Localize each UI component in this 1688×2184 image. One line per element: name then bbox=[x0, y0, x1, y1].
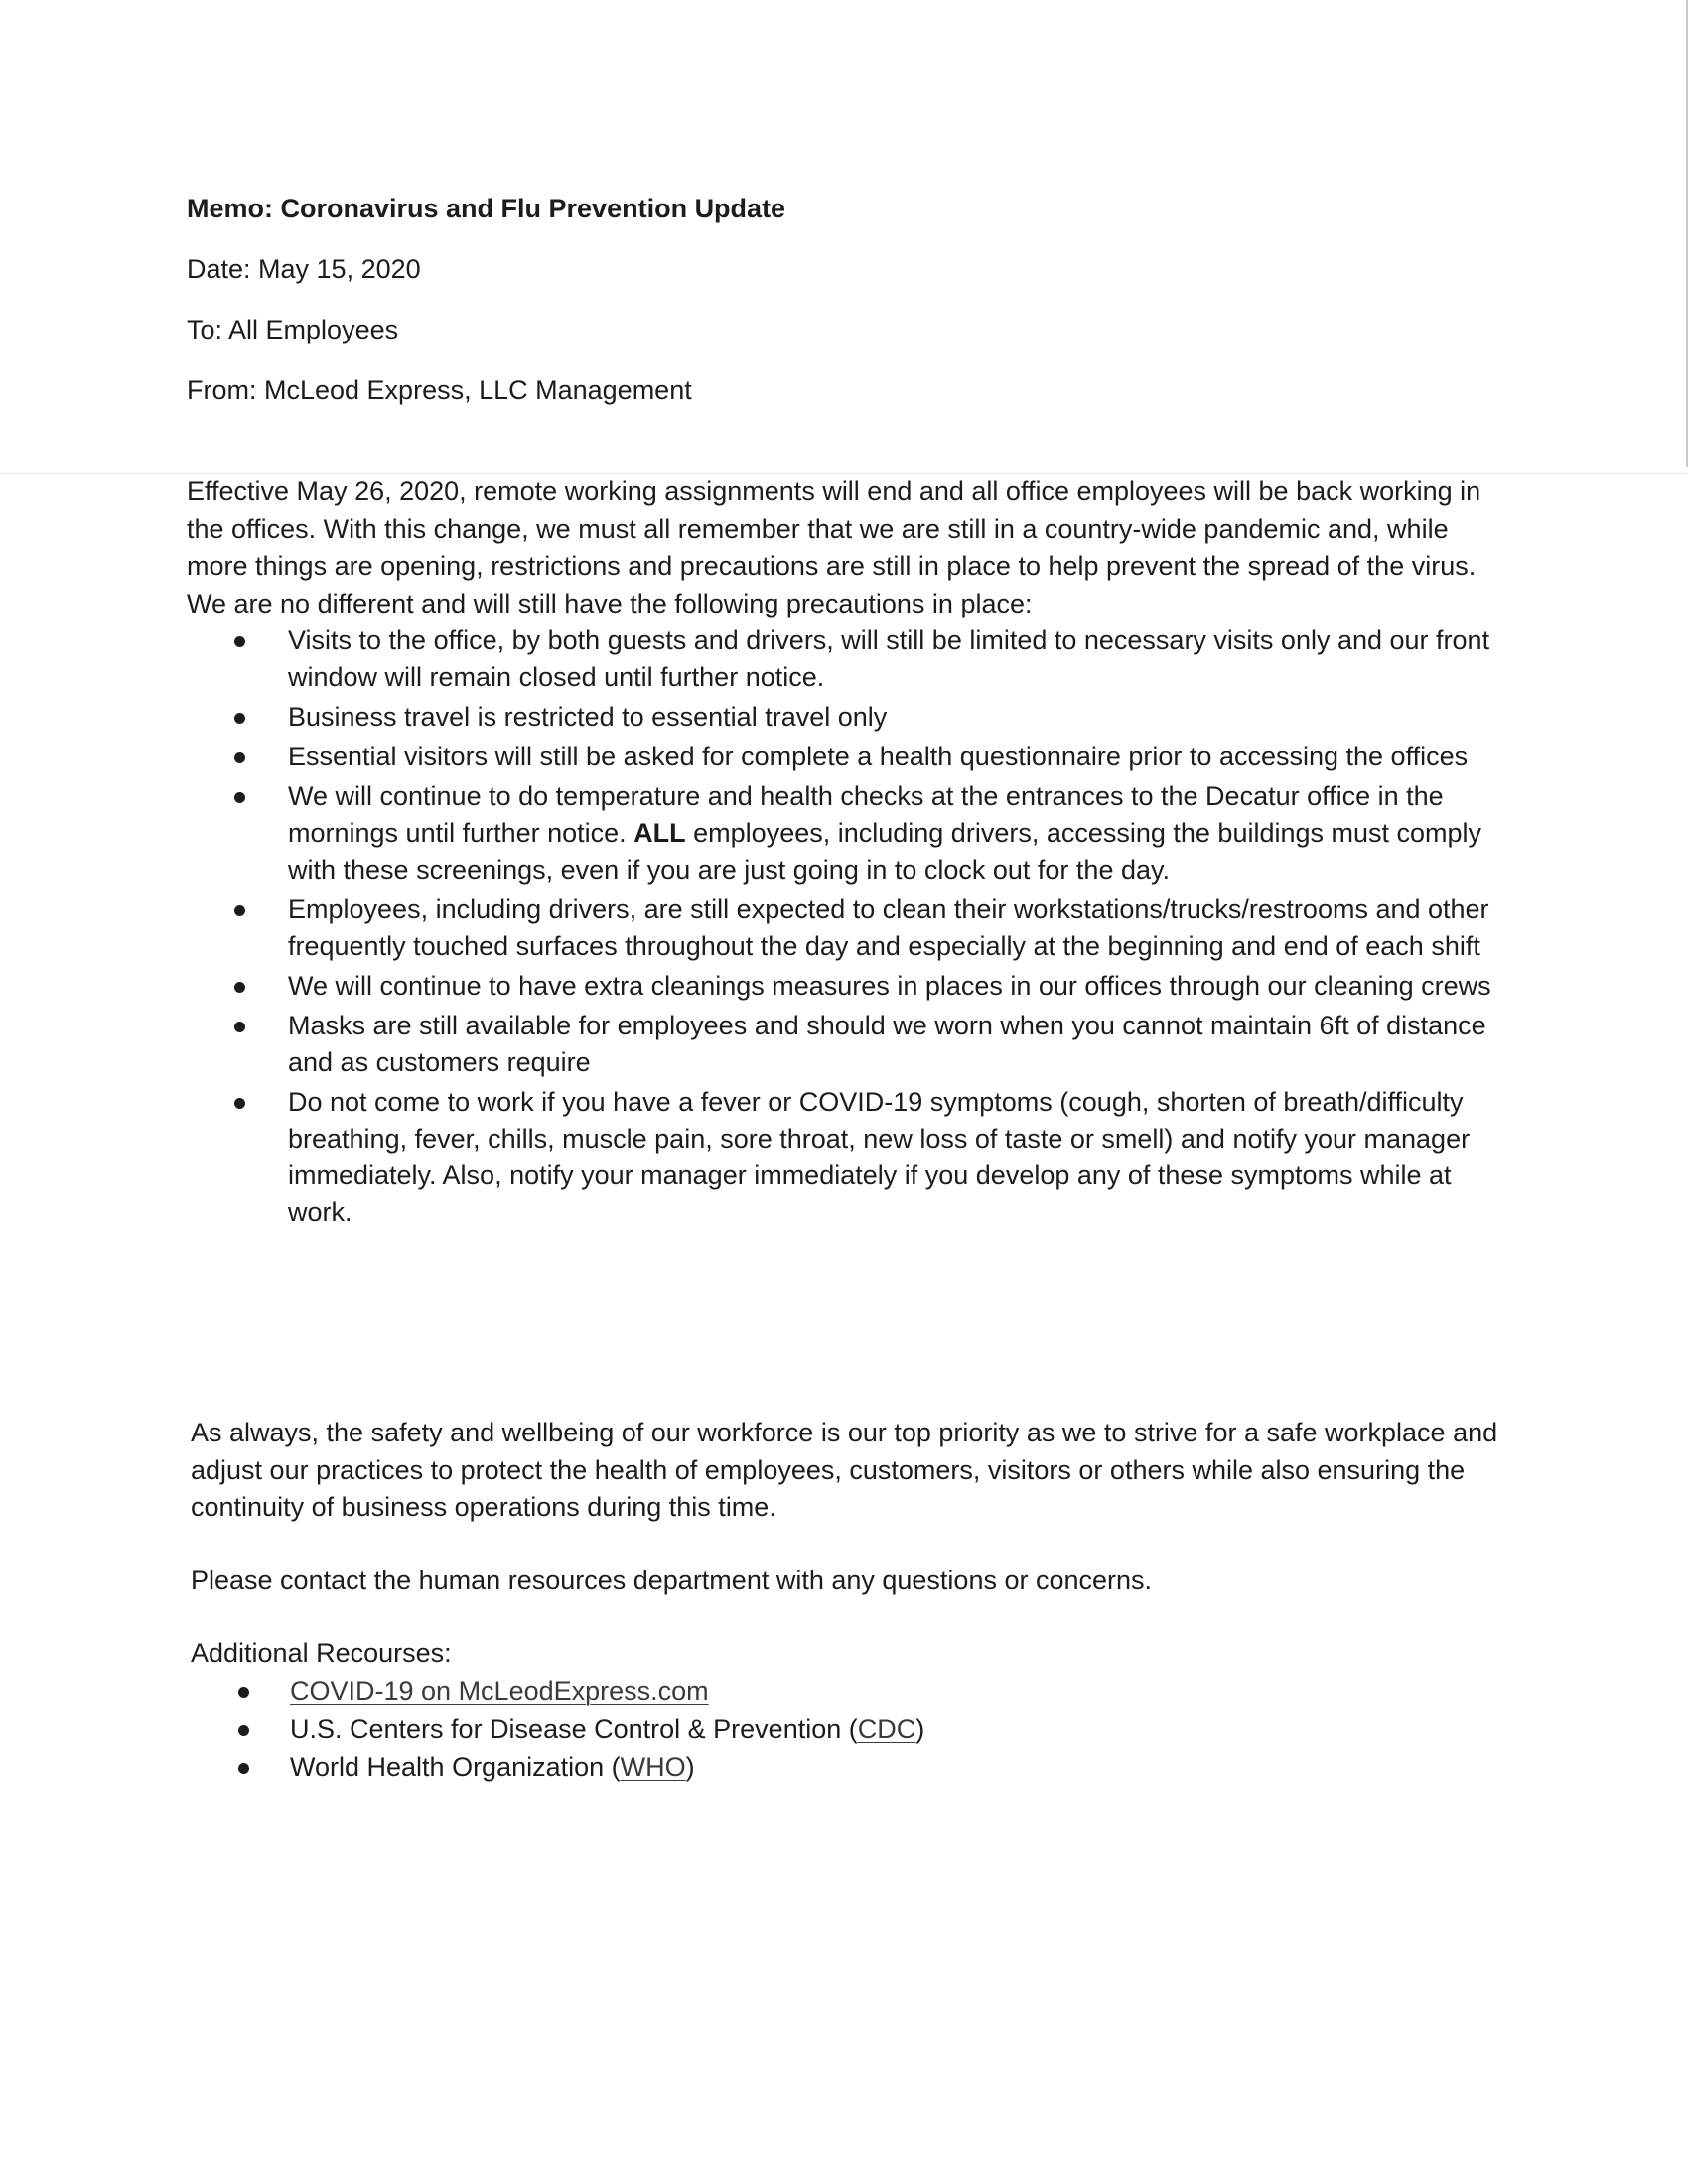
memo-closing bbox=[191, 1415, 1501, 1635]
bullet-icon bbox=[234, 752, 245, 763]
contact-paragraph: Please contact the human resources department with any questions or concerns. bbox=[191, 1565, 1153, 1595]
list-item bbox=[288, 1084, 1507, 1231]
additional-resources bbox=[191, 1634, 1501, 1787]
list-item bbox=[288, 622, 1507, 696]
bullet-icon bbox=[238, 1687, 249, 1698]
list-item bbox=[288, 1008, 1507, 1081]
list-item bbox=[290, 1710, 1501, 1749]
resource-text: ) bbox=[915, 1713, 925, 1744]
bullet-icon bbox=[234, 713, 245, 724]
who-link[interactable]: WHO bbox=[620, 1752, 686, 1782]
bullet-icon bbox=[234, 982, 245, 993]
resource-text: U.S. Centers for Disease Control & Prevention ( bbox=[290, 1713, 858, 1744]
cdc-link[interactable]: CDC bbox=[857, 1713, 916, 1744]
resources-heading: Additional Recourses: bbox=[191, 1638, 452, 1668]
safety-paragraph: As always, the safety and wellbeing of our workforce is our top priority as we to strive for a safe workplace and adjust our practices to protect the health of employees, customers, visitors or others while also ensuring the continuity of business operations during this time. bbox=[191, 1418, 1498, 1522]
memo-body bbox=[187, 474, 1507, 1234]
precaution-text: employees, including drivers, accessing the buildings must comply with these screenings, even if you are just going in to clock out for the day. bbox=[288, 818, 1482, 885]
list-item bbox=[288, 891, 1507, 965]
resource-text: World Health Organization ( bbox=[290, 1752, 621, 1782]
list-item bbox=[290, 1672, 1501, 1710]
emphasis-text: ALL bbox=[633, 818, 686, 848]
precaution-text: We will continue to have extra cleanings measures in places in our offices through our cleaning crews bbox=[288, 971, 1491, 1001]
precaution-text: Business travel is restricted to essential travel only bbox=[288, 702, 888, 732]
list-item bbox=[288, 778, 1507, 888]
memo-recipients: To: All Employees bbox=[187, 315, 399, 344]
bullet-icon bbox=[238, 1763, 249, 1774]
resources-list bbox=[191, 1672, 1501, 1787]
precaution-text: Masks are still available for employees and should we worn when you cannot maintain 6ft of distance and as customers require bbox=[288, 1011, 1486, 1077]
precautions-list bbox=[187, 622, 1507, 1231]
covid-resource-link[interactable]: COVID-19 on McLeodExpress.com bbox=[290, 1676, 709, 1706]
bullet-icon bbox=[234, 792, 245, 803]
precaution-text: Essential visitors will still be asked for complete a health questionnaire prior to accessing the offices bbox=[288, 742, 1469, 771]
bullet-icon bbox=[234, 636, 245, 647]
list-item bbox=[290, 1748, 1501, 1787]
bullet-icon bbox=[234, 905, 245, 916]
bullet-icon bbox=[234, 1022, 245, 1032]
precaution-text: We will continue to do temperature and health checks at the entrances to the Decatur office in the mornings until further notice. bbox=[288, 781, 1444, 848]
precaution-text: Visits to the office, by both guests and drivers, will still be limited to necessary visits only and our front window will remain closed until further notice. bbox=[288, 625, 1490, 692]
precaution-text: Employees, including drivers, are still expected to clean their workstations/trucks/restrooms and other frequently touched surfaces throughout the day and especially at the beginning and end of each shift bbox=[288, 894, 1489, 961]
memo-header bbox=[187, 191, 1497, 433]
memo-title: Memo: Coronavirus and Flu Prevention Update bbox=[187, 194, 786, 223]
list-item bbox=[288, 968, 1507, 1005]
list-item bbox=[288, 739, 1507, 775]
memo-sender: From: McLeod Express, LLC Management bbox=[187, 375, 692, 405]
precaution-text: Do not come to work if you have a fever or COVID-19 symptoms (cough, shorten of breath/difficulty breathing, fever, chills, muscle pain, sore throat, new loss of taste or smell) and notify your manager immediately. Also, notify your manager immediately if you develop any of these symptoms while at work. bbox=[288, 1087, 1471, 1227]
bullet-icon bbox=[238, 1725, 249, 1736]
resource-text: ) bbox=[685, 1752, 695, 1782]
memo-date: Date: May 15, 2020 bbox=[187, 254, 421, 284]
list-item bbox=[288, 699, 1507, 736]
intro-paragraph: Effective May 26, 2020, remote working assignments will end and all office employees will be back working in the offices. With this change, we must all remember that we are still in a country-wide pandemic and, while more things are opening, restrictions and precautions are still in place to help prevent the spread of the virus. We are no different and will still have the following precautions in place: bbox=[187, 477, 1481, 618]
bullet-icon bbox=[234, 1098, 245, 1109]
